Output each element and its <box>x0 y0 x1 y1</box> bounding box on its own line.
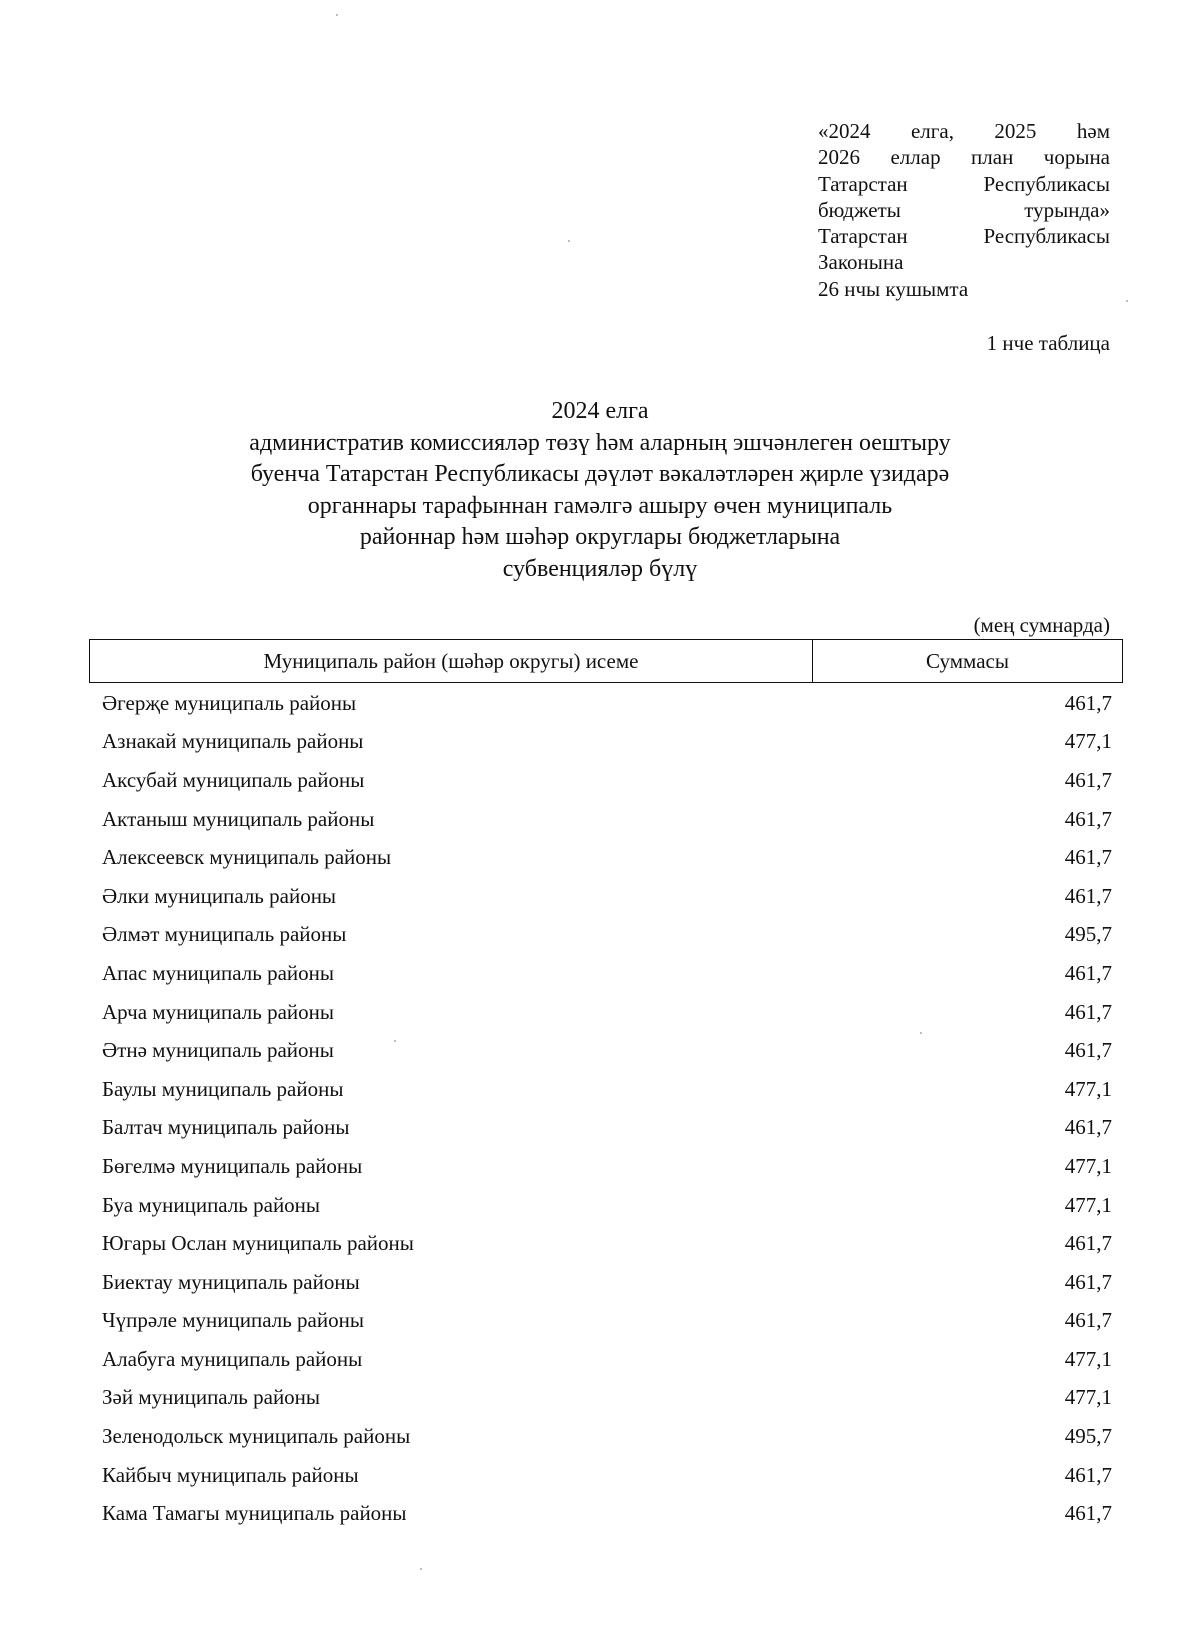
table-row <box>102 1263 1112 1302</box>
district-name: Апас муниципаль районы <box>102 960 334 985</box>
district-sum: 461,7 <box>1064 1462 1112 1487</box>
district-sum: 477,1 <box>1064 729 1112 754</box>
district-name: Буа муниципаль районы <box>102 1192 321 1217</box>
district-sum: 461,7 <box>1064 845 1112 870</box>
table-row <box>102 800 1112 839</box>
table-number: 1 нче таблица <box>986 331 1110 355</box>
district-sum: 461,7 <box>1064 767 1112 792</box>
district-sum: 461,7 <box>1064 883 1112 908</box>
district-name: Әлки муниципаль районы <box>102 883 337 908</box>
title-line: районнар һәм шәһәр округлары бюджетларына <box>359 524 841 550</box>
district-name: Кайбыч муниципаль районы <box>102 1462 359 1487</box>
district-name: Әтнә муниципаль районы <box>102 1038 334 1063</box>
district-name: Арча муниципаль районы <box>102 999 334 1024</box>
district-name: Алексеевск муниципаль районы <box>102 845 392 870</box>
district-sum: 477,1 <box>1064 1076 1112 1101</box>
district-sum: 461,7 <box>1064 1231 1112 1256</box>
table-row <box>102 1340 1112 1379</box>
table-row <box>102 993 1112 1032</box>
title-line: субвенцияләр бүлү <box>502 555 698 582</box>
scan-speck <box>420 1568 422 1570</box>
district-sum: 477,1 <box>1064 1192 1112 1217</box>
district-sum: 461,7 <box>1064 1269 1112 1294</box>
title-line: органнары тарафыннан гамәлгә ашыру өчен муниципаль <box>307 492 893 519</box>
table-row <box>102 1494 1112 1533</box>
attachment-line: «2024 елга, 2025 һәм <box>818 119 1110 143</box>
header-name-cell: Муниципаль район (шәһәр округы) исеме <box>90 640 813 682</box>
table-row <box>102 1224 1112 1263</box>
table-row <box>102 684 1112 723</box>
table-row <box>102 877 1112 916</box>
district-sum: 477,1 <box>1064 1153 1112 1178</box>
scan-speck <box>1126 300 1128 302</box>
attachment-note <box>818 118 1110 302</box>
district-sum: 477,1 <box>1064 1385 1112 1410</box>
district-name: Баулы муниципаль районы <box>102 1076 344 1101</box>
district-name: Кама Тамагы муниципаль районы <box>102 1501 407 1526</box>
district-sum: 461,7 <box>1064 690 1112 715</box>
table-row <box>102 1379 1112 1418</box>
scan-speck <box>568 240 570 242</box>
district-sum: 495,7 <box>1064 1424 1112 1449</box>
title-line: 2024 елга <box>551 398 649 424</box>
district-sum: 461,7 <box>1064 1115 1112 1140</box>
attachment-line: Законына <box>818 250 904 275</box>
header-sum-cell: Суммасы <box>926 648 1009 673</box>
table-row <box>102 1302 1112 1341</box>
attachment-line: Татарстан Республикасы <box>818 224 1110 249</box>
district-sum: 461,7 <box>1064 960 1112 985</box>
title-line: административ комиссияләр төзү һәм аларның эшчәнлеген оештыру <box>249 429 951 456</box>
district-name: Аксубай муниципаль районы <box>102 767 365 792</box>
table-row <box>102 1031 1112 1070</box>
table-row <box>102 916 1112 955</box>
district-name: Зеленодольск муниципаль районы <box>102 1424 411 1449</box>
table-body <box>102 684 1112 1533</box>
district-name: Бөгелмә муниципаль районы <box>102 1153 363 1178</box>
district-name: Әлмәт муниципаль районы <box>102 922 347 947</box>
table-row <box>102 838 1112 877</box>
table-header <box>89 639 1123 683</box>
table-row <box>102 954 1112 993</box>
district-name: Актаныш муниципаль районы <box>102 806 375 831</box>
table-row <box>102 1147 1112 1186</box>
document-title <box>140 396 1060 585</box>
district-name: Азнакай муниципаль районы <box>102 729 364 754</box>
units-note: (мең сумнарда) <box>973 613 1110 637</box>
scan-speck <box>920 1032 922 1034</box>
table-row <box>102 1070 1112 1109</box>
scan-speck <box>336 14 338 16</box>
attachment-line: бюджеты турында» <box>818 197 1110 222</box>
district-sum: 461,7 <box>1064 1038 1112 1063</box>
table-row <box>102 761 1112 800</box>
attachment-line: 2026 еллар план чорына <box>818 145 1110 170</box>
district-sum: 461,7 <box>1064 806 1112 831</box>
title-line: буенча Татарстан Республикасы дәүләт вәкаләтләрен җирле үзидарә <box>250 461 950 487</box>
district-name: Зәй муниципаль районы <box>102 1385 321 1410</box>
table-row <box>102 1109 1112 1148</box>
district-sum: 461,7 <box>1064 999 1112 1024</box>
table-row <box>102 1417 1112 1456</box>
table-row <box>102 723 1112 762</box>
scan-speck <box>394 1040 396 1042</box>
district-sum: 495,7 <box>1064 922 1112 947</box>
district-name: Әгерҗе муниципаль районы <box>102 690 357 715</box>
district-sum: 461,7 <box>1064 1501 1112 1526</box>
district-name: Биектау муниципаль районы <box>102 1269 360 1294</box>
district-sum: 477,1 <box>1064 1346 1112 1371</box>
district-name: Алабуга муниципаль районы <box>102 1346 363 1371</box>
attachment-line: 26 нчы кушымта <box>818 276 969 301</box>
attachment-line: Татарстан Республикасы <box>818 171 1110 196</box>
table-row <box>102 1186 1112 1225</box>
district-name: Балтач муниципаль районы <box>102 1115 350 1140</box>
district-name: Чүпрәле муниципаль районы <box>102 1308 364 1333</box>
district-name: Югары Ослан муниципаль районы <box>102 1231 414 1256</box>
district-sum: 461,7 <box>1064 1308 1112 1333</box>
table-row <box>102 1456 1112 1495</box>
